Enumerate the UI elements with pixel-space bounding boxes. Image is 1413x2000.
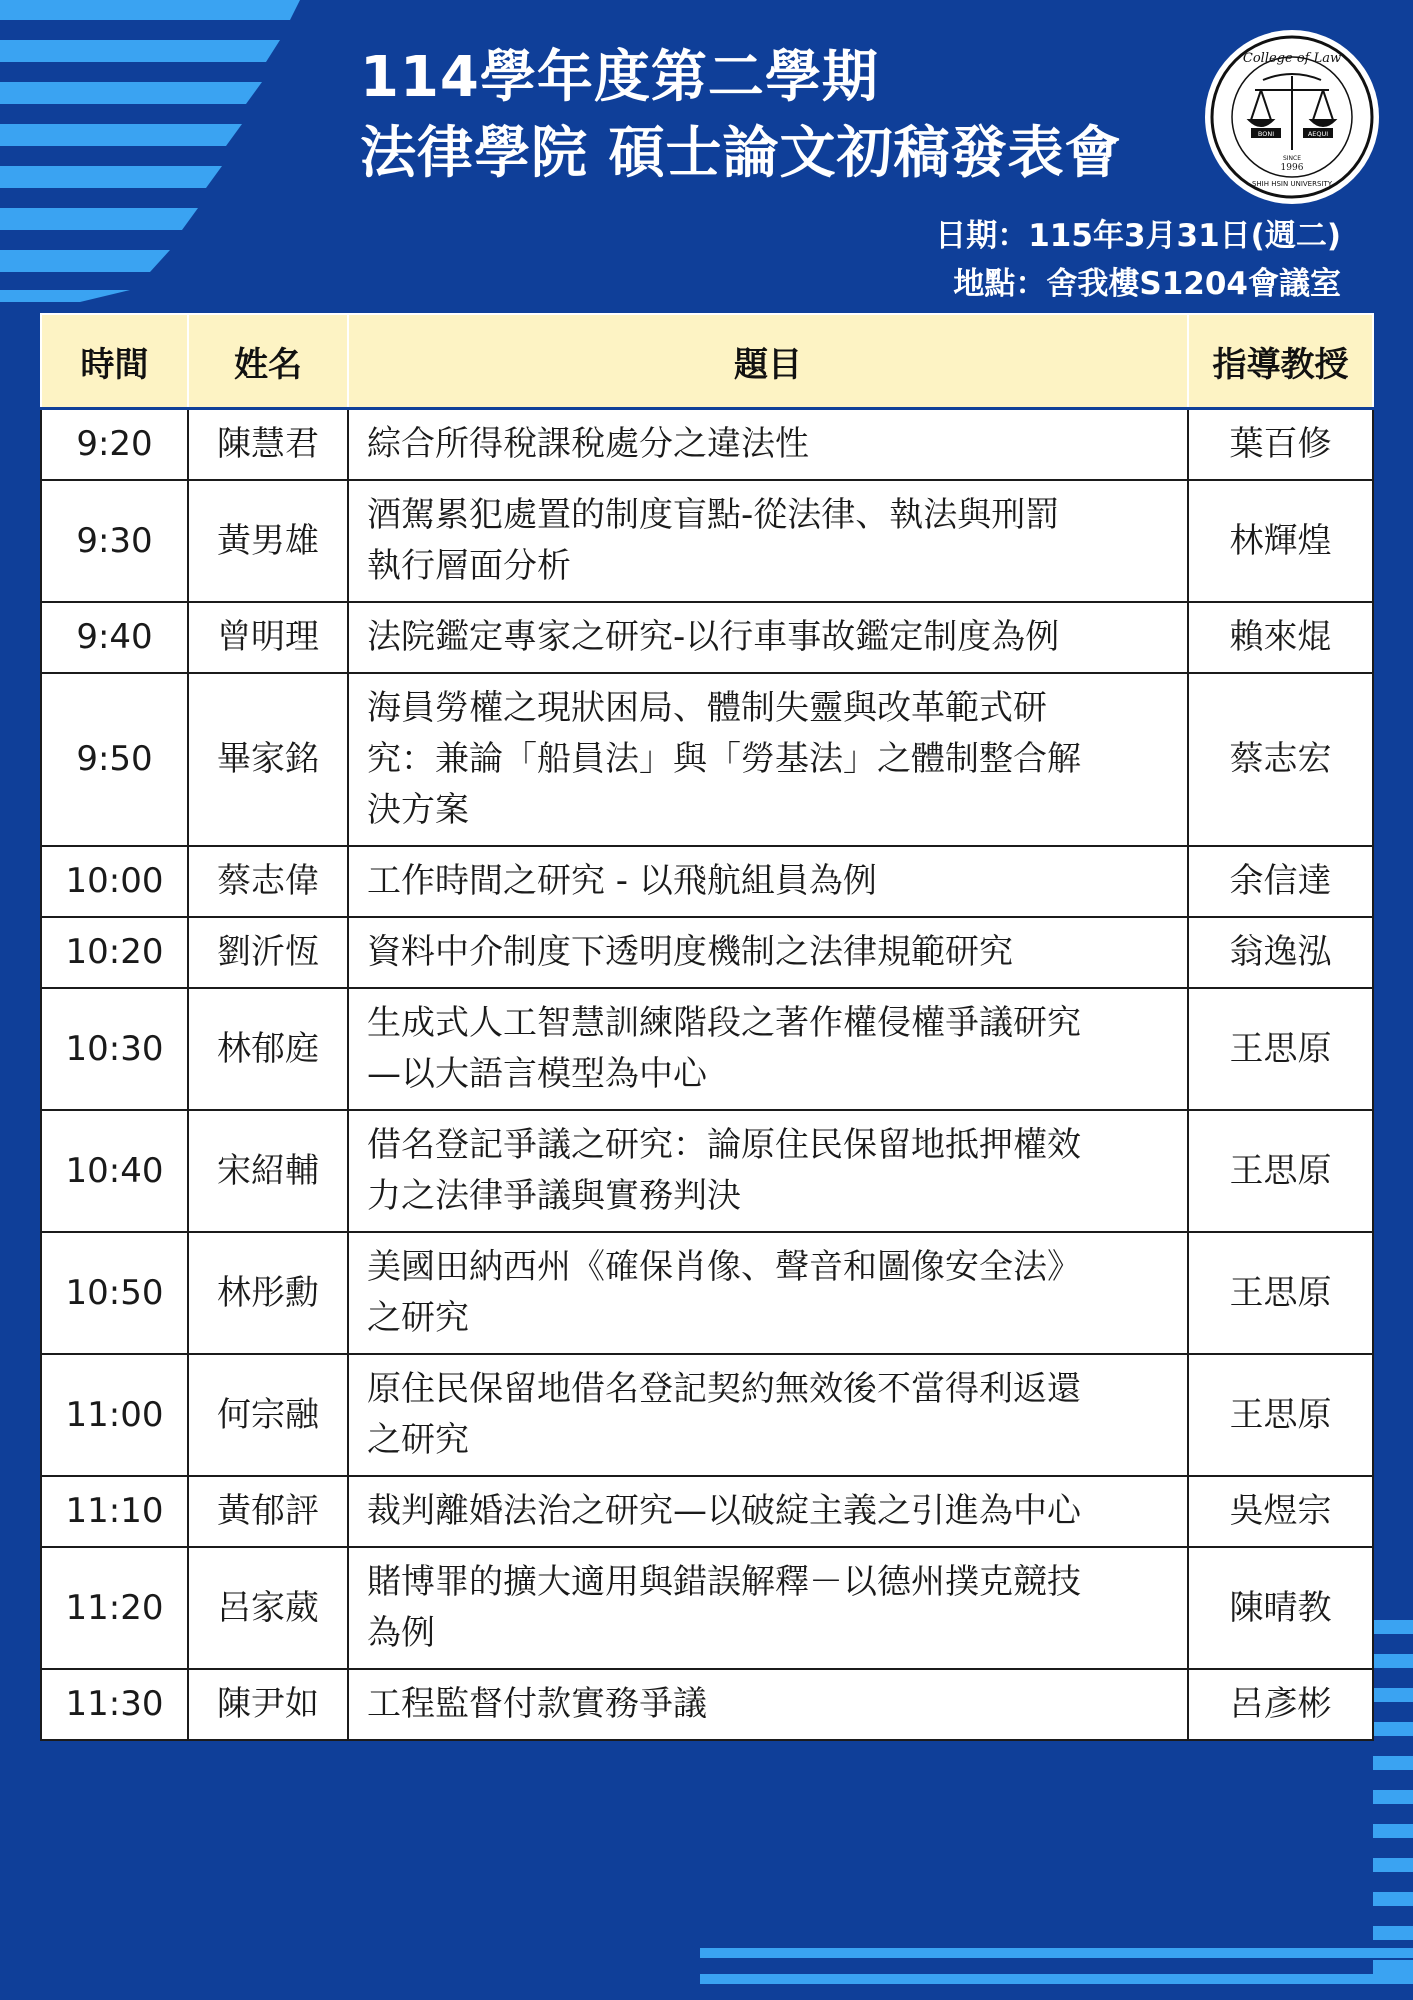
- cell-advisor: 葉百修: [1188, 409, 1373, 481]
- cell-name: 陳慧君: [188, 409, 348, 481]
- table-row: [41, 917, 1373, 988]
- topic-line: 為例: [367, 1613, 435, 1653]
- cell-topic: [348, 480, 1188, 602]
- logo-bottom-text: SHIH HSIN UNIVERSITY: [1251, 180, 1333, 188]
- cell-advisor: 余信達: [1188, 846, 1373, 917]
- title-line-1: 114學年度第二學期: [360, 45, 879, 110]
- cell-topic: [348, 1232, 1188, 1354]
- table-row: [41, 1669, 1373, 1740]
- topic-line: —以大語言模型為中心: [367, 1054, 707, 1094]
- cell-advisor: 呂彥彬: [1188, 1669, 1373, 1740]
- topic-line: 海員勞權之現狀困局、體制失靈與改革範式研: [367, 688, 1047, 728]
- logo-since-text: SINCE: [1282, 155, 1302, 162]
- table-row: [41, 846, 1373, 917]
- cell-topic: [348, 917, 1188, 988]
- cell-time: 10:00: [41, 846, 188, 917]
- cell-topic: [348, 1354, 1188, 1476]
- header-advisor: 指導教授: [1188, 314, 1373, 409]
- cell-topic: [348, 1476, 1188, 1547]
- table-row: [41, 673, 1373, 846]
- topic-line: 資料中介制度下透明度機制之法律規範研究: [367, 932, 1013, 972]
- cell-time: 10:30: [41, 988, 188, 1110]
- cell-topic: [348, 602, 1188, 673]
- cell-topic: [348, 988, 1188, 1110]
- cell-time: 9:40: [41, 602, 188, 673]
- cell-time: 9:50: [41, 673, 188, 846]
- decorative-stripes-bottom: [700, 1940, 1413, 2000]
- cell-name: 黃郁評: [188, 1476, 348, 1547]
- header-topic: 題目: [348, 314, 1188, 409]
- cell-topic: [348, 846, 1188, 917]
- event-info: [935, 212, 1341, 308]
- topic-line: 綜合所得稅課稅處分之違法性: [367, 424, 809, 464]
- topic-line: 酒駕累犯處置的制度盲點-從法律、執法與刑罰: [367, 495, 1060, 535]
- cell-topic: [348, 1669, 1188, 1740]
- cell-time: 11:10: [41, 1476, 188, 1547]
- table-row: [41, 1110, 1373, 1232]
- cell-advisor: 王思原: [1188, 1354, 1373, 1476]
- table-row: [41, 988, 1373, 1110]
- cell-name: 林郁庭: [188, 988, 348, 1110]
- cell-name: 蔡志偉: [188, 846, 348, 917]
- college-of-law-logo: [1203, 28, 1381, 206]
- topic-line: 借名登記爭議之研究：論原住民保留地抵押權效: [367, 1125, 1081, 1165]
- table-row: [41, 1476, 1373, 1547]
- cell-topic: [348, 1547, 1188, 1669]
- header-time: 時間: [41, 314, 188, 409]
- topic-line: 生成式人工智慧訓練階段之著作權侵權爭議研究: [367, 1003, 1081, 1043]
- cell-time: 10:40: [41, 1110, 188, 1232]
- cell-name: 曾明理: [188, 602, 348, 673]
- logo-year-text: 1996: [1280, 163, 1304, 173]
- table-row: [41, 602, 1373, 673]
- cell-name: 林彤勳: [188, 1232, 348, 1354]
- topic-line: 之研究: [367, 1298, 469, 1338]
- table-row: [41, 1232, 1373, 1354]
- cell-name: 呂家葳: [188, 1547, 348, 1669]
- cell-topic: [348, 673, 1188, 846]
- decorative-stripes-top-left: [0, 0, 320, 320]
- cell-advisor: 林輝煌: [1188, 480, 1373, 602]
- table-header-row: [41, 314, 1373, 409]
- cell-time: 11:20: [41, 1547, 188, 1669]
- topic-line: 決方案: [367, 790, 469, 830]
- cell-name: 何宗融: [188, 1354, 348, 1476]
- topic-line: 究：兼論「船員法」與「勞基法」之體制整合解: [367, 739, 1081, 779]
- logo-left-text: BONI: [1257, 130, 1275, 138]
- cell-time: 9:20: [41, 409, 188, 481]
- topic-line: 法院鑑定專家之研究-以行車事故鑑定制度為例: [367, 617, 1060, 657]
- topic-line: 裁判離婚法治之研究—以破綻主義之引進為中心: [367, 1491, 1081, 1531]
- page-title: [360, 40, 1122, 192]
- cell-advisor: 王思原: [1188, 988, 1373, 1110]
- table-row: [41, 1354, 1373, 1476]
- event-date: 日期：115年3月31日(週二): [935, 218, 1341, 254]
- cell-advisor: 吳煜宗: [1188, 1476, 1373, 1547]
- cell-time: 10:50: [41, 1232, 188, 1354]
- title-line-2: 法律學院 碩士論文初稿發表會: [360, 121, 1122, 186]
- topic-line: 執行層面分析: [367, 546, 571, 586]
- cell-advisor: 陳晴教: [1188, 1547, 1373, 1669]
- topic-line: 工作時間之研究 - 以飛航組員為例: [367, 861, 877, 901]
- cell-time: 10:20: [41, 917, 188, 988]
- topic-line: 賭博罪的擴大適用與錯誤解釋－以德州撲克競技: [367, 1562, 1081, 1602]
- cell-advisor: 王思原: [1188, 1110, 1373, 1232]
- topic-line: 工程監督付款實務爭議: [367, 1684, 707, 1724]
- schedule-table: [40, 313, 1374, 1741]
- cell-topic: [348, 1110, 1188, 1232]
- cell-name: 畢家銘: [188, 673, 348, 846]
- event-location: 地點：舍我樓S1204會議室: [953, 266, 1341, 302]
- table-row: [41, 1547, 1373, 1669]
- cell-name: 黃男雄: [188, 480, 348, 602]
- table-row: [41, 409, 1373, 481]
- table-row: [41, 480, 1373, 602]
- cell-advisor: 王思原: [1188, 1232, 1373, 1354]
- cell-advisor: 賴來焜: [1188, 602, 1373, 673]
- topic-line: 原住民保留地借名登記契約無效後不當得利返還: [367, 1369, 1081, 1409]
- topic-line: 力之法律爭議與實務判決: [367, 1176, 741, 1216]
- topic-line: 之研究: [367, 1420, 469, 1460]
- schedule-body: [41, 409, 1373, 1741]
- cell-name: 宋紹輔: [188, 1110, 348, 1232]
- cell-time: 9:30: [41, 480, 188, 602]
- cell-name: 陳尹如: [188, 1669, 348, 1740]
- cell-advisor: 蔡志宏: [1188, 673, 1373, 846]
- cell-advisor: 翁逸泓: [1188, 917, 1373, 988]
- logo-right-text: AEQUI: [1307, 130, 1329, 138]
- cell-time: 11:30: [41, 1669, 188, 1740]
- header-name: 姓名: [188, 314, 348, 409]
- cell-time: 11:00: [41, 1354, 188, 1476]
- cell-name: 劉沂恆: [188, 917, 348, 988]
- cell-topic: [348, 409, 1188, 481]
- topic-line: 美國田納西州《確保肖像、聲音和圖像安全法》: [367, 1247, 1081, 1287]
- logo-top-text: College of Law: [1242, 51, 1342, 66]
